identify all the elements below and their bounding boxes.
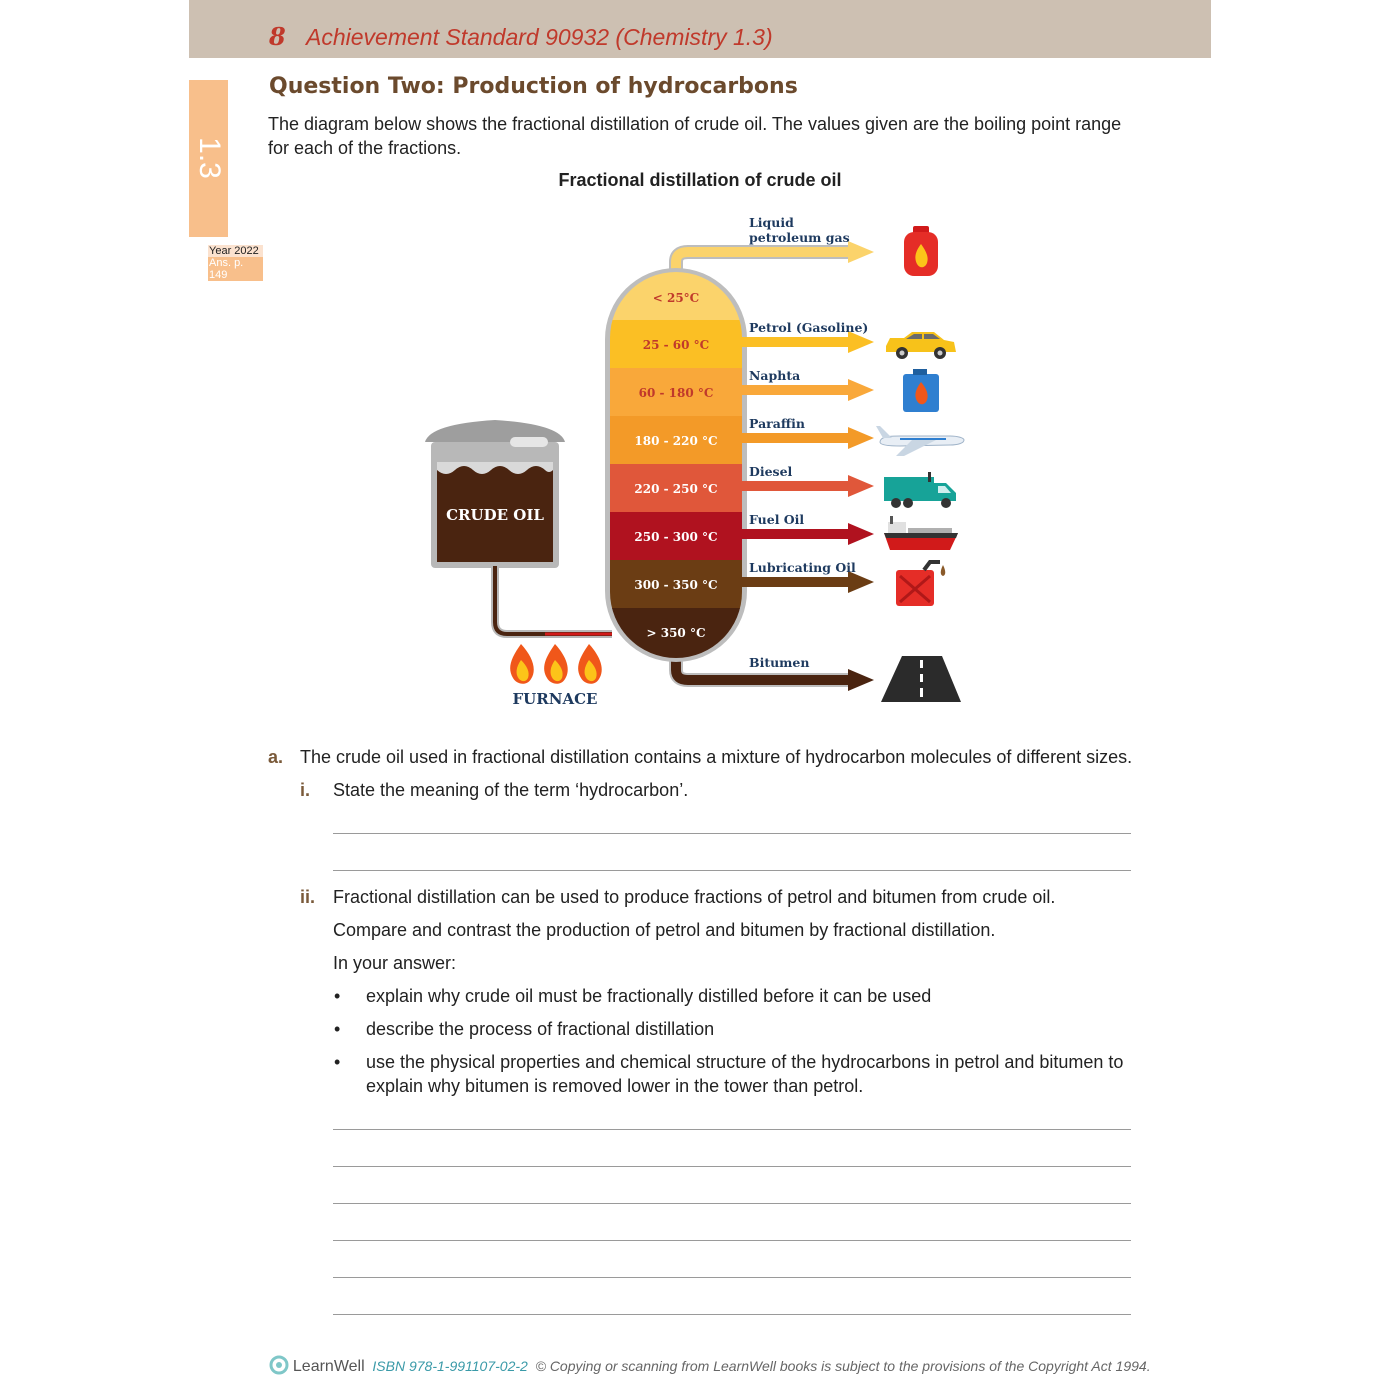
product-label: Liquid petroleum gas: [749, 215, 850, 245]
furnace-flames-icon: [510, 644, 602, 684]
bullet-icon: •: [334, 1052, 341, 1072]
part-a-ii-text2: Compare and contrast the production of petrol and bitumen by fractional distillation.: [333, 920, 996, 940]
answer-page-label: Ans. p. 149: [208, 257, 263, 281]
oil-jerrycan-icon: [896, 562, 945, 606]
furnace-label: FURNACE: [512, 690, 598, 708]
part-a-ii-text3: In your answer:: [333, 953, 457, 973]
answer-line[interactable]: [333, 870, 1131, 871]
part-a-i-marker: i.: [300, 780, 311, 800]
part-a-ii-marker: ii.: [300, 887, 316, 907]
band-range-label: 180 - 220 °C: [634, 434, 718, 448]
footer: [269, 1355, 1151, 1376]
page-number: 8: [269, 22, 286, 51]
side-tab-label: 1.3: [193, 137, 226, 179]
ship-icon: [884, 516, 958, 550]
product-label: Naphta: [749, 368, 801, 383]
diagram-title: Fractional distillation of crude oil: [558, 170, 842, 190]
product-label: Bitumen: [749, 655, 810, 670]
question-title: Question Two: Production of hydrocarbons: [269, 74, 798, 99]
footer-copyright: © Copying or scanning from LearnWell books is subject to the provisions of the Copyright Act 1994.: [535, 1358, 1151, 1374]
truck-icon: [884, 472, 956, 508]
bullet-icon: •: [334, 986, 341, 1006]
product-label: Paraffin: [749, 416, 805, 431]
question-intro: The diagram below shows the fractional distillation of crude oil. The values given are the boiling point range for each of the fractions.: [268, 114, 1122, 158]
product-label: Petrol (Gasoline): [749, 320, 869, 335]
footer-brand: LearnWell: [292, 1358, 365, 1375]
product-label: Fuel Oil: [749, 512, 805, 527]
year-label: Year 2022: [208, 245, 263, 257]
product-arrow-head: [848, 523, 874, 545]
fraction-bands: [610, 272, 742, 661]
answer-line[interactable]: [333, 1129, 1131, 1130]
band-range-label: < 25°C: [652, 291, 700, 305]
bullet-item: describe the process of fractional distillation: [366, 1019, 715, 1039]
band-range-label: > 350 °C: [646, 626, 706, 640]
part-a-ii-text1: Fractional distillation can be used to produce fractions of petrol and bitumen from crude oil.: [333, 887, 1056, 907]
product-label: Diesel: [749, 464, 793, 479]
product-arrow-shaft: [742, 577, 850, 587]
band-range-label: 60 - 180 °C: [638, 386, 714, 400]
band-range-label: 25 - 60 °C: [642, 338, 710, 352]
product-arrow-shaft: [742, 481, 850, 491]
tank-label: CRUDE OIL: [446, 506, 544, 524]
part-a-i-text: State the meaning of the term ‘hydrocarbon’.: [333, 780, 689, 800]
footer-isbn: ISBN 978-1-991107-02-2: [372, 1358, 528, 1374]
answer-line[interactable]: [333, 1240, 1131, 1241]
product-arrow-head: [848, 427, 874, 449]
answer-line[interactable]: [333, 1277, 1131, 1278]
crude-oil-tank: [425, 420, 565, 568]
bullet-item: explain why crude oil must be fractionally distilled before it can be used: [366, 986, 932, 1006]
car-icon: [886, 332, 956, 359]
standard-title: Achievement Standard 90932 (Chemistry 1.3): [306, 24, 773, 50]
road-icon: [881, 656, 961, 702]
learnwell-logo-icon: [269, 1355, 289, 1375]
band-range-label: 250 - 300 °C: [634, 530, 718, 544]
product-arrow-head: [848, 475, 874, 497]
product-arrow-shaft: [742, 385, 850, 395]
bullet-item: use the physical properties and chemical structure of the hydrocarbons in petrol and bitumen to explain why bitumen is removed lower in the tower than petrol.: [366, 1052, 1124, 1096]
product-arrow-shaft: [742, 529, 850, 539]
bullet-icon: •: [334, 1019, 341, 1039]
product-arrow-head: [848, 379, 874, 401]
fuel-can-icon: [903, 369, 939, 412]
gas-cylinder-icon: [904, 226, 938, 276]
band-range-label: 300 - 350 °C: [634, 578, 718, 592]
product-arrow-shaft: [742, 337, 850, 347]
answer-line[interactable]: [333, 1314, 1131, 1315]
part-a-text: The crude oil used in fractional distillation contains a mixture of hydrocarbon molecules of different sizes.: [300, 747, 1133, 767]
band-range-label: 220 - 250 °C: [634, 482, 718, 496]
part-a-marker: a.: [268, 747, 284, 767]
product-arrow-shaft: [742, 433, 850, 443]
answer-line[interactable]: [333, 1166, 1131, 1167]
answer-line[interactable]: [333, 1203, 1131, 1204]
airplane-icon: [876, 426, 964, 456]
product-label: Lubricating Oil: [749, 560, 856, 575]
answer-line[interactable]: [333, 833, 1131, 834]
